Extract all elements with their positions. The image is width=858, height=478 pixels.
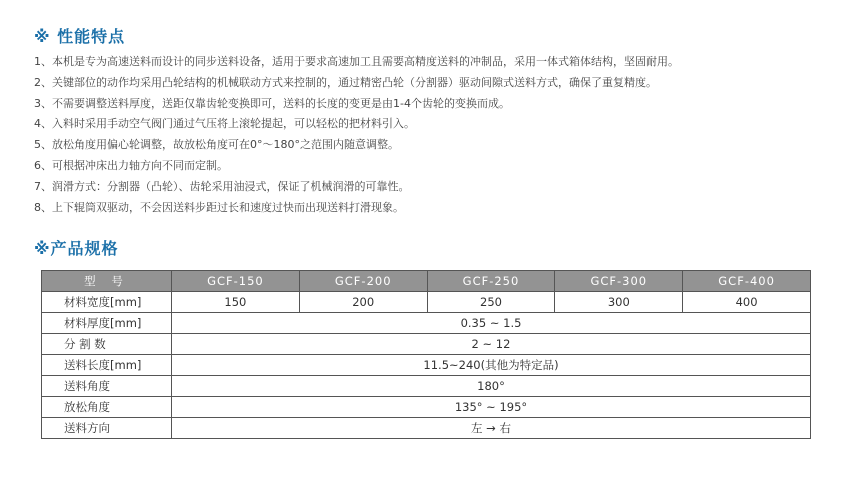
cell-value: 11.5~240(其他为特定品) (172, 355, 811, 376)
table-header-row (42, 271, 811, 292)
cell-value: 300 (555, 292, 683, 313)
row-label: 分 割 数 (42, 334, 172, 355)
model-header: GCF-300 (555, 271, 683, 292)
model-header-label: 型 号 (42, 271, 172, 292)
cell-value: 0.35 ~ 1.5 (172, 313, 811, 334)
row-label: 送料方向 (42, 418, 172, 439)
spec-title: ※产品规格 (34, 239, 119, 258)
row-label: 送料角度 (42, 376, 172, 397)
feature-item: 5、放松角度用偏心轮调整，故放松角度可在0°～180°之范围内随意调整。 (34, 138, 399, 152)
features-title: ※ 性能特点 (34, 27, 126, 46)
row-label: 材料厚度[mm] (42, 313, 172, 334)
feature-item: 6、可根据冲床出力轴方向不同而定制。 (34, 158, 228, 172)
cell-value: 135° ~ 195° (172, 397, 811, 418)
row-label: 放松角度 (42, 397, 172, 418)
cell-value: 2 ~ 12 (172, 334, 811, 355)
spec-table (41, 270, 811, 439)
table-row (42, 418, 811, 439)
feature-item: 3、不需要调整送料厚度，送距仅靠齿轮变换即可，送料的长度的变更是由1-4个齿轮的变换而成。 (34, 96, 510, 110)
model-header: GCF-400 (683, 271, 811, 292)
table-row (42, 334, 811, 355)
cell-value: 200 (299, 292, 427, 313)
cell-value: 400 (683, 292, 811, 313)
feature-item: 7、润滑方式：分割器（凸轮）、齿轮采用油浸式，保证了机械润滑的可靠性。 (34, 179, 410, 193)
table-row (42, 376, 811, 397)
table-row (42, 313, 811, 334)
cell-value: 250 (427, 292, 555, 313)
table-row (42, 292, 811, 313)
feature-item: 1、本机是专为高速送料而设计的同步送料设备，适用于要求高速加工且需要高精度送料的冲制品，采用一体式箱体结构，坚固耐用。 (34, 55, 679, 68)
model-header: GCF-200 (299, 271, 427, 292)
table-row (42, 355, 811, 376)
table-row (42, 397, 811, 418)
cell-value: 180° (172, 376, 811, 397)
feature-item: 8、上下辊筒双驱动，不会因送料步距过长和速度过快而出现送料打滑现象。 (34, 200, 404, 214)
feature-item: 4、入料时采用手动空气阀门通过气压将上滚轮提起，可以轻松的把材料引入。 (34, 117, 415, 131)
cell-value: 150 (172, 292, 300, 313)
feature-item: 2、关键部位的动作均采用凸轮结构的机械联动方式来控制的，通过精密凸轮（分割器）驱动间隙式送料方式，确保了重复精度。 (34, 75, 657, 89)
row-label: 送料长度[mm] (42, 355, 172, 376)
cell-value: 左 → 右 (172, 418, 811, 439)
row-label: 材料宽度[mm] (42, 292, 172, 313)
features-list (34, 52, 679, 218)
model-header: GCF-150 (172, 271, 300, 292)
model-header: GCF-250 (427, 271, 555, 292)
